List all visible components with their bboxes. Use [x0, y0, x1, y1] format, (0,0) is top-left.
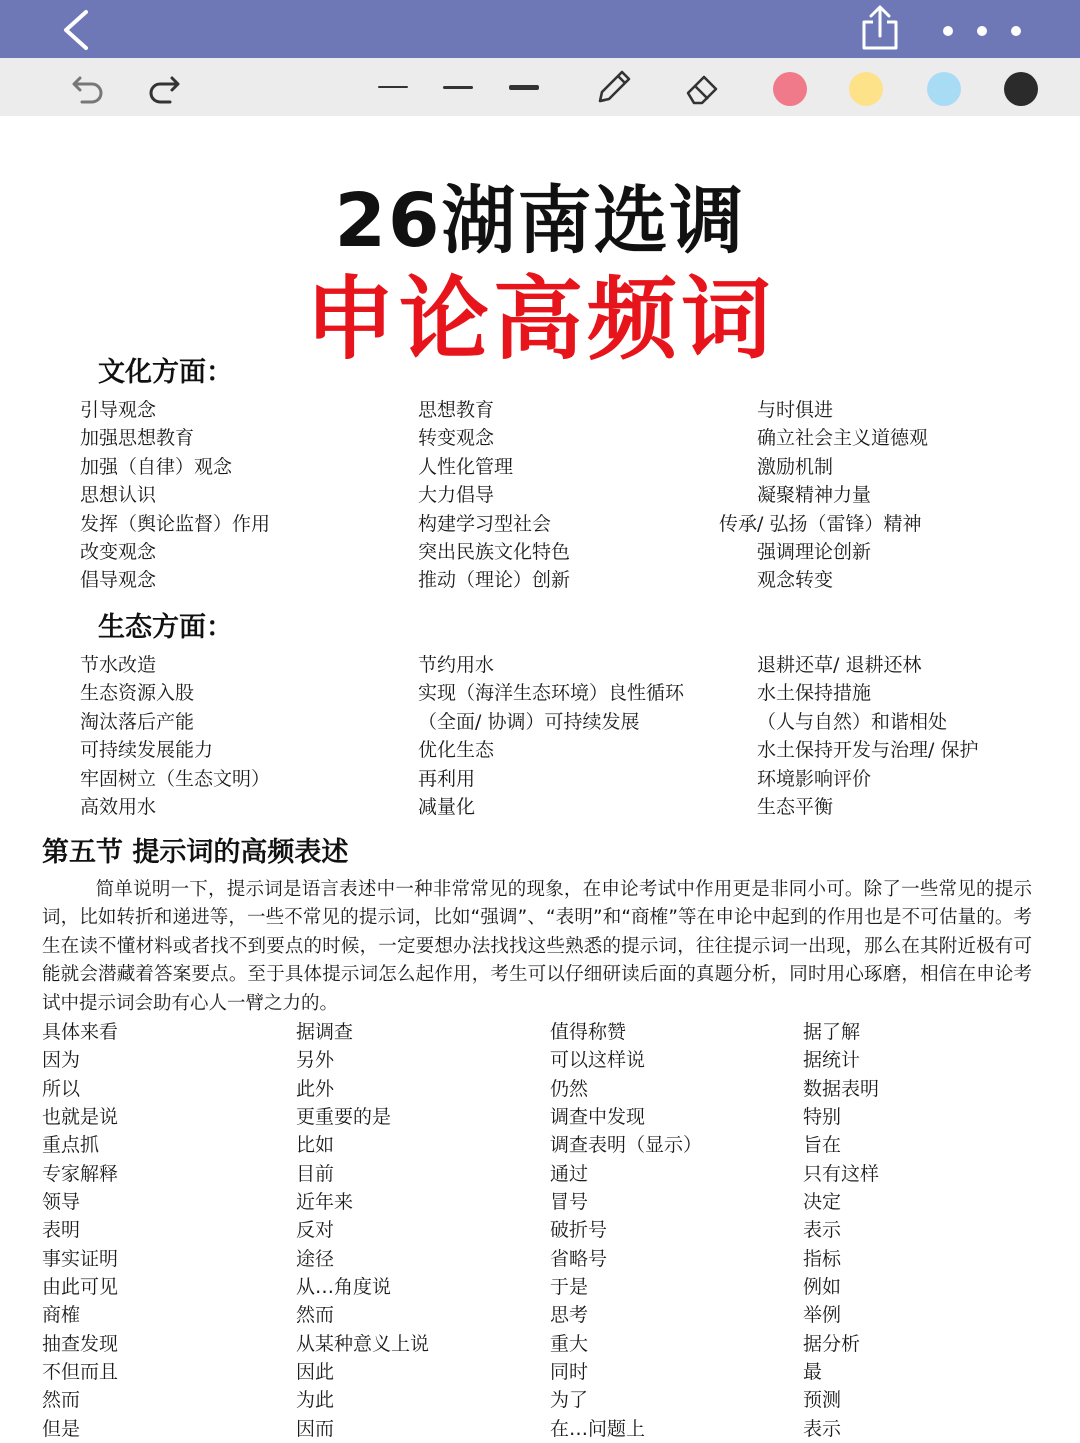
ecology-term: 高效用水	[80, 795, 157, 818]
culture-term: 大力倡导	[418, 484, 495, 507]
keyword-term: 同时	[550, 1361, 589, 1384]
keyword-term: 更重要的是	[296, 1106, 392, 1129]
keyword-term: 途径	[296, 1247, 335, 1270]
keyword-term: 于是	[550, 1276, 589, 1299]
ecology-term: 节水改造	[80, 654, 157, 676]
keyword-term: 因而	[296, 1417, 335, 1440]
keyword-term: 据统计	[803, 1049, 861, 1072]
keyword-term: 重点抓	[42, 1134, 100, 1157]
keyword-term: 为此	[296, 1389, 335, 1412]
keyword-term: 抽查发现	[42, 1332, 119, 1355]
keyword-term: 仍然	[550, 1077, 589, 1100]
culture-term: 观念转变	[757, 569, 834, 592]
drawing-toolbar	[0, 58, 1080, 116]
ecology-term: 减量化	[418, 795, 476, 818]
ecology-term: 生态平衡	[757, 795, 834, 818]
keyword-term: 据了解	[803, 1021, 861, 1043]
keyword-term: 决定	[803, 1191, 842, 1214]
share-icon[interactable]	[856, 4, 904, 54]
keyword-term: 破折号	[550, 1219, 608, 1242]
ecology-term: （人与自然）和谐相处	[757, 710, 948, 733]
ecology-term: 生态资源入股	[80, 682, 195, 705]
document-title-line2: 申论高频词	[305, 267, 775, 372]
culture-term: 加强（自律）观念	[80, 455, 233, 478]
more-horizontal-icon[interactable]	[930, 14, 1030, 48]
ecology-term: 退耕还草/ 退耕还林	[757, 654, 922, 676]
culture-term: 推动（理论）创新	[418, 569, 571, 592]
keyword-term: 思考	[550, 1304, 589, 1327]
keyword-term: 专家解释	[42, 1162, 119, 1185]
keyword-term: 不但而且	[42, 1361, 119, 1384]
ecology-term: 水土保持开发与治理/ 保护	[757, 739, 979, 762]
keyword-term-column	[803, 1018, 879, 1443]
keyword-term: 反对	[296, 1219, 335, 1242]
culture-term: 构建学习型社会	[418, 512, 552, 535]
keyword-term: 表示	[803, 1417, 842, 1440]
stroke-thick-icon[interactable]	[499, 58, 549, 116]
keyword-term: 数据表明	[803, 1077, 880, 1100]
keyword-term: 所以	[42, 1077, 81, 1100]
keyword-term: 调查表明（显示）	[550, 1134, 703, 1157]
keyword-term: 最	[803, 1361, 823, 1384]
keyword-term: 通过	[550, 1162, 589, 1185]
keyword-term: 领导	[42, 1191, 81, 1214]
stroke-medium-icon[interactable]	[433, 58, 483, 116]
keyword-term: 特别	[803, 1106, 842, 1129]
ecology-term: 可持续发展能力	[80, 739, 214, 762]
ecology-term: （全面/ 协调）可持续发展	[418, 710, 640, 733]
ecology-term: 优化生态	[418, 739, 495, 762]
keyword-term: 近年来	[296, 1191, 354, 1214]
intro-paragraph: 简单说明一下，提示词是语言表述中一种非常常见的现象，在申论考试中作用更是非同小可。除了一些常见的提示词，比如转折和递进等，一些不常见的提示词，比如“强调”、“表明”和“商榷”等在申论中起到的作用也是不可估量的。考生在读不懂材料或者找不到要点的时候，一定要想办法找找这些熟悉的提示词，往往提示词一出现，那么在其附近极有可能就会潜藏着答案要点。至于具体提示词怎么起作用，考生可以仔细研读后面的真题分析，同时用心琢磨，相信在申论考试中提示词会助有心人一臂之力的。	[42, 879, 1032, 1014]
keyword-term: 只有这样	[803, 1162, 880, 1185]
ecology-term: 淘汰落后产能	[80, 710, 195, 733]
keyword-term: 此外	[296, 1077, 335, 1100]
ecology-section-heading: 生态方面：	[98, 612, 233, 643]
keyword-term: 另外	[296, 1049, 335, 1072]
keyword-term: 预测	[803, 1389, 842, 1412]
keyword-term: 然而	[296, 1304, 335, 1327]
culture-term: 思想认识	[80, 484, 157, 507]
color-swatch-blue[interactable]	[927, 72, 961, 106]
keyword-term-column	[296, 1018, 429, 1443]
keyword-term: 表示	[803, 1219, 842, 1242]
culture-term: 引导观念	[80, 399, 157, 421]
keyword-term: 例如	[803, 1276, 842, 1299]
ecology-term: 实现（海洋生态环境）良性循环	[418, 682, 685, 705]
stroke-thin-icon[interactable]	[368, 58, 418, 116]
undo-icon[interactable]	[62, 58, 114, 116]
color-swatch-black[interactable]	[1004, 72, 1038, 106]
redo-icon[interactable]	[138, 58, 190, 116]
keyword-term: 指标	[803, 1247, 842, 1270]
culture-term: 人性化管理	[418, 455, 514, 478]
ecology-term-column	[80, 651, 270, 821]
keyword-term: 旨在	[803, 1134, 842, 1157]
keyword-term: 冒号	[550, 1191, 589, 1214]
keyword-term-column	[550, 1018, 702, 1443]
culture-term: 转变观念	[418, 427, 495, 450]
keyword-term: 从…角度说	[296, 1276, 392, 1299]
keyword-term: 重大	[550, 1332, 589, 1355]
keyword-term: 举例	[803, 1304, 842, 1327]
color-swatch-pink[interactable]	[773, 72, 807, 106]
culture-term: 确立社会主义道德观	[757, 427, 929, 450]
keyword-term: 从某种意义上说	[296, 1332, 430, 1355]
keyword-term-column	[42, 1018, 118, 1443]
culture-term: 突出民族文化特色	[418, 540, 571, 563]
ecology-term: 牢固树立（生态文明）	[80, 767, 271, 790]
culture-term: 强调理论创新	[757, 540, 872, 563]
culture-term: 思想教育	[418, 399, 495, 421]
ecology-term: 节约用水	[418, 654, 495, 676]
keyword-term: 目前	[296, 1162, 335, 1185]
keyword-term: 据分析	[803, 1332, 861, 1355]
chevron-left-icon[interactable]	[52, 8, 100, 52]
keyword-term: 具体来看	[42, 1021, 119, 1043]
keyword-term: 比如	[296, 1134, 335, 1157]
keyword-term: 值得称赞	[550, 1021, 627, 1043]
keyword-term: 商榷	[42, 1304, 81, 1327]
culture-term: 传承/ 弘扬（雷锋）精神	[719, 512, 922, 535]
keyword-term: 因为	[42, 1049, 81, 1072]
app-top-bar	[0, 0, 1080, 58]
keyword-term: 调查中发现	[550, 1106, 646, 1129]
culture-term: 加强思想教育	[80, 427, 195, 450]
document-title-line1: 26湖南选调	[334, 178, 746, 264]
keyword-term: 在…问题上	[550, 1417, 646, 1440]
ecology-term: 再利用	[418, 767, 476, 790]
keyword-term: 省略号	[550, 1247, 608, 1270]
ecology-term: 水土保持措施	[757, 682, 872, 705]
pen-icon[interactable]	[588, 58, 640, 116]
keyword-term: 据调查	[296, 1021, 354, 1043]
keyword-term: 然而	[42, 1389, 81, 1412]
keyword-term: 由此可见	[42, 1276, 119, 1299]
culture-term-column	[418, 396, 570, 595]
keyword-term: 为了	[550, 1389, 589, 1412]
ecology-term: 环境影响评价	[757, 767, 872, 790]
keyword-term: 但是	[42, 1417, 81, 1440]
culture-term: 与时俱进	[757, 399, 834, 421]
ecology-term-column	[418, 651, 684, 821]
culture-term: 凝聚精神力量	[757, 484, 872, 507]
keyword-term: 也就是说	[42, 1106, 119, 1129]
culture-term: 改变观念	[80, 540, 157, 563]
culture-term: 激励机制	[757, 455, 834, 478]
culture-term-column	[719, 396, 929, 595]
culture-section-heading: 文化方面：	[98, 357, 233, 388]
color-swatch-yellow[interactable]	[849, 72, 883, 106]
culture-term: 倡导观念	[80, 569, 157, 592]
keyword-term: 可以这样说	[550, 1049, 646, 1072]
keyword-term: 事实证明	[42, 1247, 119, 1270]
keyword-term: 表明	[42, 1219, 81, 1242]
chapter-title: 第五节 提示词的高频表述	[42, 837, 349, 868]
eraser-icon[interactable]	[676, 58, 728, 116]
culture-term-column	[80, 396, 270, 595]
culture-term: 发挥（舆论监督）作用	[80, 512, 271, 535]
keyword-term: 因此	[296, 1361, 335, 1384]
ecology-term-column	[757, 651, 978, 821]
